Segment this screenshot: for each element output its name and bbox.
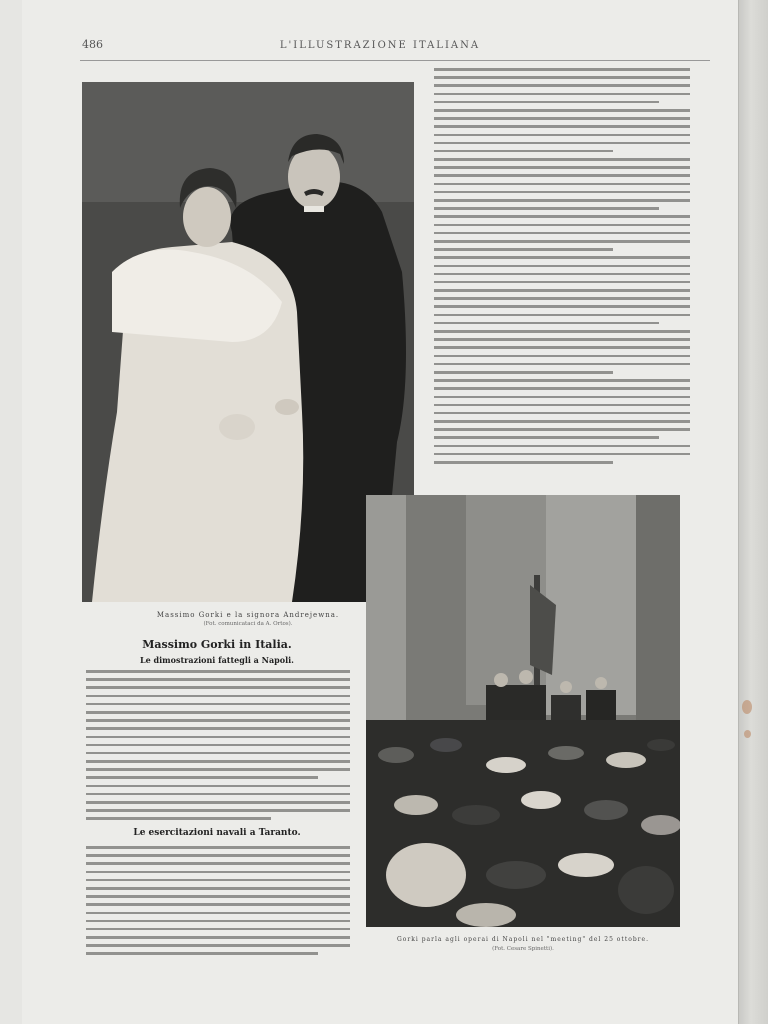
text-line	[86, 785, 350, 788]
meeting-photo	[366, 495, 680, 927]
portrait-illustration	[82, 82, 414, 602]
text-line	[434, 330, 690, 333]
text-line	[86, 895, 350, 898]
portrait-caption: Massimo Gorki e la signora Andrejewna.	[156, 611, 340, 619]
text-line	[86, 854, 350, 857]
text-line	[86, 727, 350, 730]
text-line	[86, 678, 350, 681]
article-subtitle-gorki: Le dimostrazioni fattegli a Napoli.	[140, 655, 294, 665]
text-line	[86, 903, 350, 906]
text-line	[86, 862, 350, 865]
text-line	[434, 338, 690, 341]
text-line	[434, 346, 690, 349]
stain-mark	[742, 700, 752, 714]
text-line	[434, 265, 690, 268]
text-line	[86, 817, 271, 820]
text-line	[434, 166, 690, 169]
text-line	[86, 686, 350, 689]
text-line	[434, 76, 690, 79]
meeting-caption: Gorki parla agli operai di Napoli nel "meeting" del 25 ottobre.	[396, 936, 650, 943]
text-line	[434, 445, 690, 448]
text-line	[434, 215, 690, 218]
article-title-gorki: Massimo Gorki in Italia.	[142, 638, 292, 651]
text-line	[434, 158, 690, 161]
text-line	[86, 703, 350, 706]
text-line	[434, 174, 690, 177]
text-line	[86, 912, 350, 915]
text-line	[434, 355, 690, 358]
text-line	[86, 768, 350, 771]
text-line	[86, 809, 350, 812]
text-line	[86, 744, 350, 747]
text-line	[434, 314, 690, 317]
text-line	[434, 322, 659, 325]
text-line	[86, 801, 350, 804]
magazine-page	[22, 0, 738, 1024]
text-line	[434, 281, 690, 284]
text-line	[434, 183, 690, 186]
text-line	[86, 846, 350, 849]
text-line	[434, 117, 690, 120]
text-line	[86, 695, 350, 698]
text-line	[434, 125, 690, 128]
text-line	[434, 134, 690, 137]
text-line	[434, 379, 690, 382]
text-line	[434, 436, 659, 439]
text-line	[434, 396, 690, 399]
portrait-photo	[82, 82, 414, 602]
page-number: 486	[82, 38, 103, 51]
text-line	[434, 256, 690, 259]
book-spine	[738, 0, 768, 1024]
text-line	[86, 936, 350, 939]
text-line	[434, 420, 690, 423]
text-line	[434, 232, 690, 235]
meeting-illustration	[366, 495, 680, 927]
text-line	[86, 920, 350, 923]
text-line	[86, 760, 350, 763]
navy-article-body	[86, 846, 350, 961]
text-line	[434, 363, 690, 366]
text-line	[434, 142, 690, 145]
text-line	[434, 273, 690, 276]
text-line	[434, 297, 690, 300]
article-title-navy: Le esercitazioni navali a Taranto.	[133, 828, 301, 838]
text-line	[86, 776, 318, 779]
text-line	[434, 248, 613, 251]
header-rule	[80, 60, 710, 61]
text-line	[434, 305, 690, 308]
text-line	[434, 387, 690, 390]
text-line	[434, 150, 613, 153]
gorki-article-body	[86, 670, 350, 826]
text-line	[434, 84, 690, 87]
text-line	[86, 719, 350, 722]
text-line	[86, 871, 350, 874]
text-line	[434, 461, 613, 464]
text-line	[434, 224, 690, 227]
text-line	[434, 453, 690, 456]
text-line	[86, 711, 350, 714]
text-line	[434, 109, 690, 112]
text-line	[434, 371, 613, 374]
meeting-credit: (Fot. Cesare Spinetti).	[492, 946, 554, 952]
stain-mark	[744, 730, 751, 738]
text-line	[434, 404, 690, 407]
text-line	[86, 793, 350, 796]
portrait-credit: (Fot. comunicataci da A. Ortos).	[203, 621, 293, 627]
text-line	[86, 952, 318, 955]
text-line	[434, 289, 690, 292]
text-line	[434, 93, 690, 96]
text-line	[434, 240, 690, 243]
running-title: L'ILLUSTRAZIONE ITALIANA	[279, 40, 481, 51]
text-line	[86, 752, 350, 755]
text-line	[86, 879, 350, 882]
text-line	[434, 199, 690, 202]
text-line	[86, 928, 350, 931]
text-line	[434, 207, 659, 210]
text-line	[86, 887, 350, 890]
text-line	[434, 101, 659, 104]
text-line	[434, 428, 690, 431]
text-line	[86, 944, 350, 947]
text-line	[434, 412, 690, 415]
text-line	[86, 736, 350, 739]
text-line	[434, 191, 690, 194]
text-line	[86, 670, 350, 673]
top-right-column	[434, 68, 690, 469]
text-line	[434, 68, 690, 71]
